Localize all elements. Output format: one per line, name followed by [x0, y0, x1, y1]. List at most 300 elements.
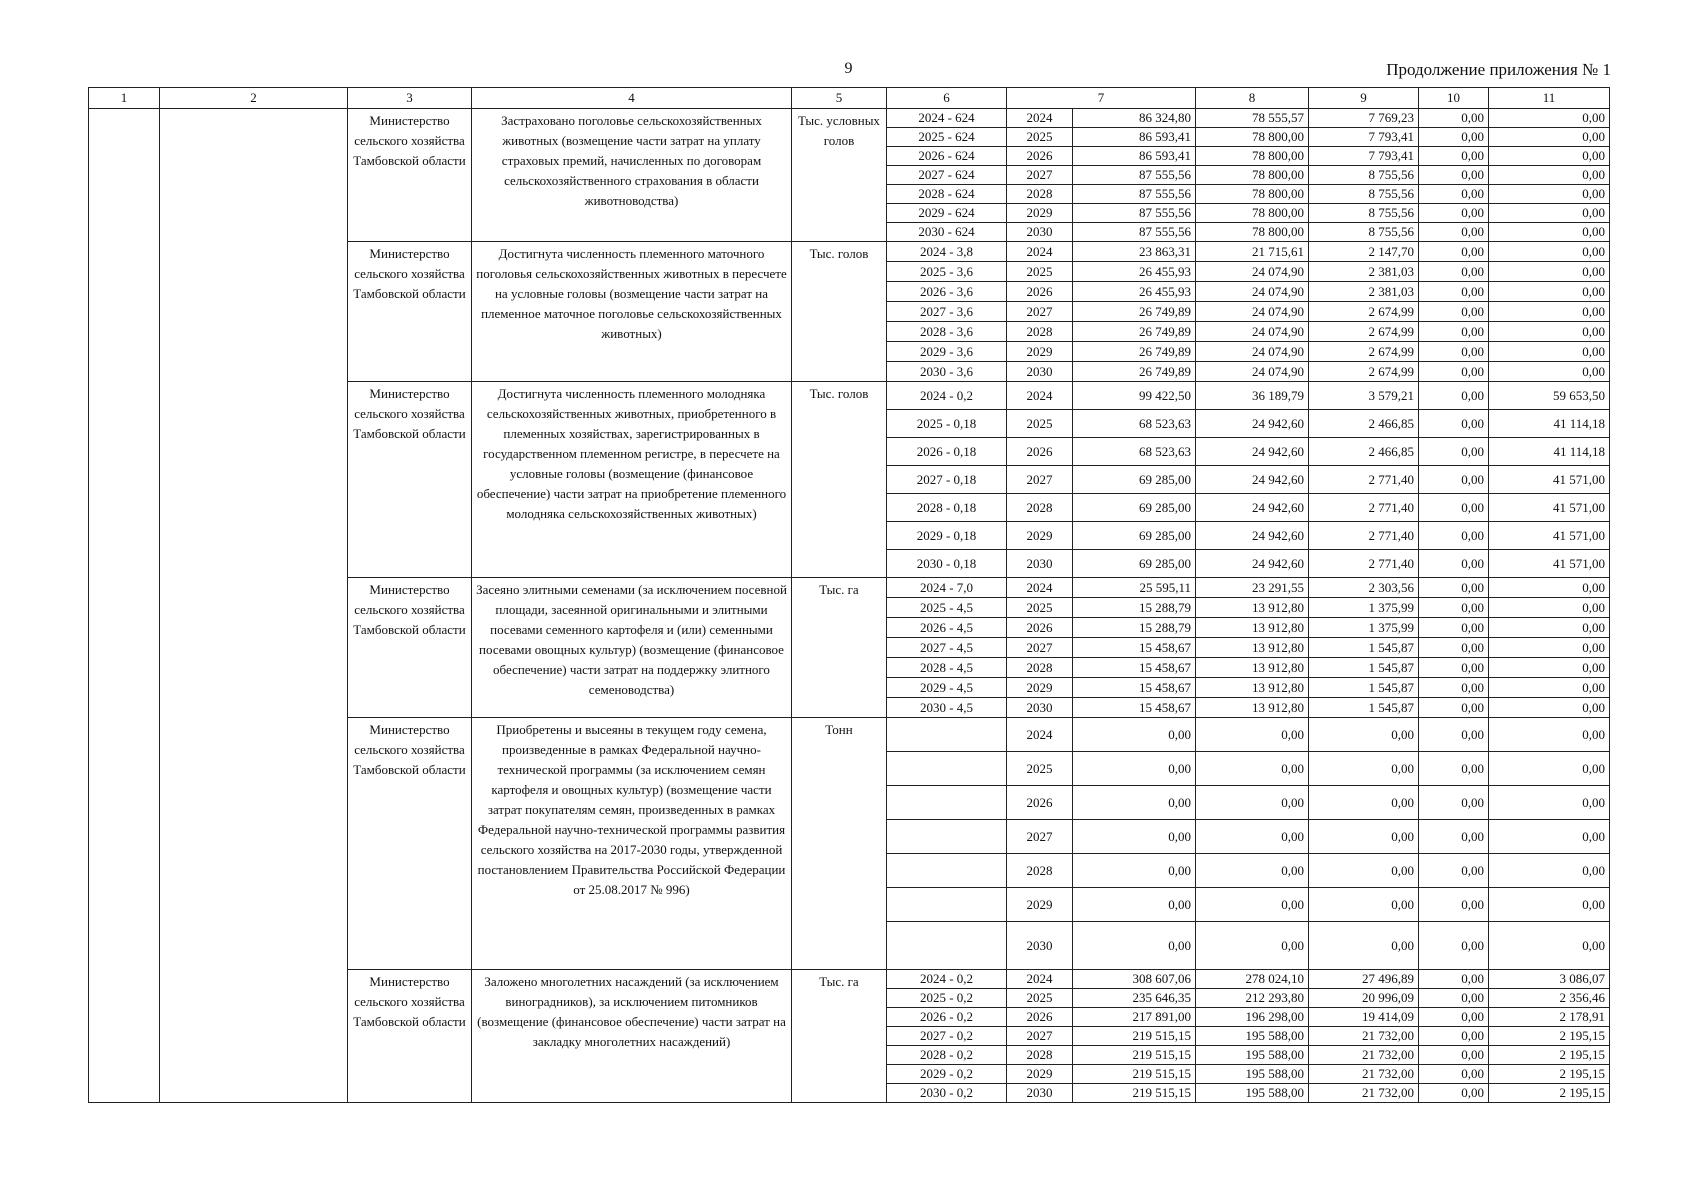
ministry-cell: Министерство сельского хозяйства Тамбовской области — [348, 578, 472, 718]
year-cell: 2026 — [1007, 147, 1073, 166]
local-budget-cell: 0,00 — [1419, 362, 1489, 382]
other-sources-cell: 41 571,00 — [1489, 466, 1610, 494]
year-cell: 2030 — [1007, 698, 1073, 718]
year-cell: 2030 — [1007, 922, 1073, 970]
federal-budget-cell: 24 942,60 — [1196, 550, 1309, 578]
target-cell: 2029 - 3,6 — [887, 342, 1007, 362]
year-cell: 2030 — [1007, 1084, 1073, 1103]
federal-budget-cell: 24 074,90 — [1196, 342, 1309, 362]
total-cell: 26 455,93 — [1073, 282, 1196, 302]
target-cell: 2030 - 4,5 — [887, 698, 1007, 718]
federal-budget-cell: 78 800,00 — [1196, 204, 1309, 223]
total-cell: 86 593,41 — [1073, 128, 1196, 147]
other-sources-cell: 0,00 — [1489, 262, 1610, 282]
regional-budget-cell: 2 771,40 — [1309, 466, 1419, 494]
year-cell: 2024 — [1007, 718, 1073, 752]
regional-budget-cell: 7 793,41 — [1309, 147, 1419, 166]
other-sources-cell: 0,00 — [1489, 166, 1610, 185]
total-cell: 99 422,50 — [1073, 382, 1196, 410]
other-sources-cell: 2 178,91 — [1489, 1008, 1610, 1027]
regional-budget-cell: 2 771,40 — [1309, 550, 1419, 578]
local-budget-cell: 0,00 — [1419, 302, 1489, 322]
other-sources-cell: 0,00 — [1489, 888, 1610, 922]
federal-budget-cell: 0,00 — [1196, 854, 1309, 888]
regional-budget-cell: 1 545,87 — [1309, 638, 1419, 658]
target-cell: 2027 - 0,18 — [887, 466, 1007, 494]
federal-budget-cell: 24 074,90 — [1196, 282, 1309, 302]
other-sources-cell: 0,00 — [1489, 718, 1610, 752]
local-budget-cell: 0,00 — [1419, 466, 1489, 494]
other-sources-cell: 41 571,00 — [1489, 550, 1610, 578]
target-cell — [887, 854, 1007, 888]
federal-budget-cell: 78 800,00 — [1196, 166, 1309, 185]
target-cell: 2028 - 0,18 — [887, 494, 1007, 522]
regional-budget-cell: 1 375,99 — [1309, 598, 1419, 618]
other-sources-cell: 0,00 — [1489, 698, 1610, 718]
target-cell: 2028 - 624 — [887, 185, 1007, 204]
local-budget-cell: 0,00 — [1419, 147, 1489, 166]
other-sources-cell: 0,00 — [1489, 302, 1610, 322]
federal-budget-cell: 24 942,60 — [1196, 410, 1309, 438]
regional-budget-cell: 1 545,87 — [1309, 658, 1419, 678]
total-cell: 0,00 — [1073, 752, 1196, 786]
regional-budget-cell: 8 755,56 — [1309, 223, 1419, 242]
target-cell: 2024 - 624 — [887, 109, 1007, 128]
target-cell: 2026 - 4,5 — [887, 618, 1007, 638]
regional-budget-cell: 0,00 — [1309, 752, 1419, 786]
total-cell: 86 324,80 — [1073, 109, 1196, 128]
other-sources-cell: 0,00 — [1489, 820, 1610, 854]
column-header-11: 11 — [1489, 88, 1610, 109]
unit-cell: Тыс. голов — [792, 242, 887, 382]
total-cell: 26 749,89 — [1073, 322, 1196, 342]
year-cell: 2029 — [1007, 678, 1073, 698]
local-budget-cell: 0,00 — [1419, 638, 1489, 658]
other-sources-cell: 0,00 — [1489, 678, 1610, 698]
year-cell: 2029 — [1007, 342, 1073, 362]
federal-budget-cell: 195 588,00 — [1196, 1027, 1309, 1046]
federal-budget-cell: 78 800,00 — [1196, 128, 1309, 147]
other-sources-cell: 0,00 — [1489, 786, 1610, 820]
other-sources-cell: 0,00 — [1489, 598, 1610, 618]
target-cell: 2025 - 0,18 — [887, 410, 1007, 438]
year-cell: 2024 — [1007, 382, 1073, 410]
other-sources-cell: 41 114,18 — [1489, 438, 1610, 466]
year-cell: 2028 — [1007, 185, 1073, 204]
other-sources-cell: 0,00 — [1489, 618, 1610, 638]
regional-budget-cell: 2 674,99 — [1309, 302, 1419, 322]
federal-budget-cell: 78 555,57 — [1196, 109, 1309, 128]
total-cell: 0,00 — [1073, 820, 1196, 854]
regional-budget-cell: 7 793,41 — [1309, 128, 1419, 147]
local-budget-cell: 0,00 — [1419, 550, 1489, 578]
other-sources-cell: 0,00 — [1489, 638, 1610, 658]
ministry-cell: Министерство сельского хозяйства Тамбовской области — [348, 109, 472, 242]
federal-budget-cell: 23 291,55 — [1196, 578, 1309, 598]
total-cell: 87 555,56 — [1073, 166, 1196, 185]
column-2-empty-cell — [160, 109, 348, 1103]
other-sources-cell: 41 114,18 — [1489, 410, 1610, 438]
target-cell: 2028 - 4,5 — [887, 658, 1007, 678]
target-cell: 2025 - 0,2 — [887, 989, 1007, 1008]
target-cell: 2028 - 3,6 — [887, 322, 1007, 342]
local-budget-cell: 0,00 — [1419, 922, 1489, 970]
year-cell: 2028 — [1007, 854, 1073, 888]
regional-budget-cell: 2 381,03 — [1309, 262, 1419, 282]
local-budget-cell: 0,00 — [1419, 410, 1489, 438]
total-cell: 0,00 — [1073, 718, 1196, 752]
year-cell: 2028 — [1007, 494, 1073, 522]
column-header-3: 3 — [348, 88, 472, 109]
local-budget-cell: 0,00 — [1419, 322, 1489, 342]
other-sources-cell: 2 195,15 — [1489, 1027, 1610, 1046]
total-cell: 219 515,15 — [1073, 1065, 1196, 1084]
local-budget-cell: 0,00 — [1419, 698, 1489, 718]
regional-budget-cell: 0,00 — [1309, 854, 1419, 888]
regional-budget-cell: 1 545,87 — [1309, 698, 1419, 718]
year-cell: 2026 — [1007, 1008, 1073, 1027]
total-cell: 0,00 — [1073, 922, 1196, 970]
column-header-1: 1 — [89, 88, 160, 109]
local-budget-cell: 0,00 — [1419, 820, 1489, 854]
other-sources-cell: 0,00 — [1489, 922, 1610, 970]
other-sources-cell: 41 571,00 — [1489, 522, 1610, 550]
regional-budget-cell: 2 674,99 — [1309, 322, 1419, 342]
year-cell: 2030 — [1007, 223, 1073, 242]
year-cell: 2027 — [1007, 166, 1073, 185]
regional-budget-cell: 1 545,87 — [1309, 678, 1419, 698]
total-cell: 69 285,00 — [1073, 550, 1196, 578]
target-cell: 2024 - 3,8 — [887, 242, 1007, 262]
federal-budget-cell: 0,00 — [1196, 752, 1309, 786]
total-cell: 219 515,15 — [1073, 1027, 1196, 1046]
year-cell: 2029 — [1007, 522, 1073, 550]
year-cell: 2029 — [1007, 1065, 1073, 1084]
year-cell: 2027 — [1007, 638, 1073, 658]
regional-budget-cell: 1 375,99 — [1309, 618, 1419, 638]
continuation-label: Продолжение приложения № 1 — [1386, 60, 1611, 79]
federal-budget-cell: 13 912,80 — [1196, 678, 1309, 698]
regional-budget-cell: 7 769,23 — [1309, 109, 1419, 128]
federal-budget-cell: 0,00 — [1196, 888, 1309, 922]
indicator-cell: Заложено многолетних насаждений (за исключением виноградников), за исключением питомников (возмещение (финансовое обеспечение) части затрат на закладку многолетних насаждений) — [472, 970, 792, 1103]
other-sources-cell: 0,00 — [1489, 242, 1610, 262]
local-budget-cell: 0,00 — [1419, 128, 1489, 147]
federal-budget-cell: 13 912,80 — [1196, 618, 1309, 638]
total-cell: 68 523,63 — [1073, 410, 1196, 438]
other-sources-cell: 0,00 — [1489, 204, 1610, 223]
local-budget-cell: 0,00 — [1419, 382, 1489, 410]
year-cell: 2027 — [1007, 466, 1073, 494]
other-sources-cell: 0,00 — [1489, 282, 1610, 302]
federal-budget-cell: 78 800,00 — [1196, 223, 1309, 242]
regional-budget-cell: 2 674,99 — [1309, 362, 1419, 382]
target-cell: 2030 - 3,6 — [887, 362, 1007, 382]
year-cell: 2025 — [1007, 752, 1073, 786]
total-cell: 87 555,56 — [1073, 223, 1196, 242]
year-cell: 2029 — [1007, 888, 1073, 922]
regional-budget-cell: 2 303,56 — [1309, 578, 1419, 598]
local-budget-cell: 0,00 — [1419, 282, 1489, 302]
other-sources-cell: 0,00 — [1489, 342, 1610, 362]
indicator-cell: Приобретены и высеяны в текущем году семена, произведенные в рамках Федеральной научно-технической программы (за исключением семян картофеля и овощных культур) (возмещение части затрат покупателям семян, произведенных в рамках Федеральной научно-технической программы развития сельского хозяйства на 2017-2030 годы, утвержденной постановлением Правительства Российской Федерации от 25.08.2017 № 996) — [472, 718, 792, 970]
indicator-cell: Достигнута численность племенного маточного поголовья сельскохозяйственных животных в пересчете на условные головы (возмещение части затрат на племенное маточное поголовье сельскохозяйственных животных) — [472, 242, 792, 382]
total-cell: 26 749,89 — [1073, 302, 1196, 322]
local-budget-cell: 0,00 — [1419, 1065, 1489, 1084]
federal-budget-cell: 195 588,00 — [1196, 1046, 1309, 1065]
federal-budget-cell: 24 942,60 — [1196, 466, 1309, 494]
regional-budget-cell: 8 755,56 — [1309, 204, 1419, 223]
year-cell: 2025 — [1007, 128, 1073, 147]
other-sources-cell: 0,00 — [1489, 128, 1610, 147]
unit-cell: Тыс. условных голов — [792, 109, 887, 242]
federal-budget-cell: 212 293,80 — [1196, 989, 1309, 1008]
total-cell: 69 285,00 — [1073, 522, 1196, 550]
target-cell: 2030 - 0,2 — [887, 1084, 1007, 1103]
total-cell: 26 749,89 — [1073, 362, 1196, 382]
total-cell: 219 515,15 — [1073, 1046, 1196, 1065]
local-budget-cell: 0,00 — [1419, 262, 1489, 282]
target-cell: 2027 - 4,5 — [887, 638, 1007, 658]
local-budget-cell: 0,00 — [1419, 242, 1489, 262]
ministry-cell: Министерство сельского хозяйства Тамбовской области — [348, 718, 472, 970]
local-budget-cell: 0,00 — [1419, 342, 1489, 362]
local-budget-cell: 0,00 — [1419, 166, 1489, 185]
local-budget-cell: 0,00 — [1419, 1084, 1489, 1103]
target-cell: 2029 - 4,5 — [887, 678, 1007, 698]
target-cell — [887, 888, 1007, 922]
year-cell: 2027 — [1007, 302, 1073, 322]
year-cell: 2025 — [1007, 410, 1073, 438]
total-cell: 23 863,31 — [1073, 242, 1196, 262]
other-sources-cell: 0,00 — [1489, 223, 1610, 242]
column-header-9: 9 — [1309, 88, 1419, 109]
target-cell: 2027 - 624 — [887, 166, 1007, 185]
total-cell: 15 288,79 — [1073, 598, 1196, 618]
year-cell: 2024 — [1007, 109, 1073, 128]
year-cell: 2030 — [1007, 362, 1073, 382]
other-sources-cell: 0,00 — [1489, 322, 1610, 342]
year-cell: 2026 — [1007, 786, 1073, 820]
regional-budget-cell: 0,00 — [1309, 888, 1419, 922]
other-sources-cell: 0,00 — [1489, 854, 1610, 888]
local-budget-cell: 0,00 — [1419, 888, 1489, 922]
year-cell: 2026 — [1007, 282, 1073, 302]
other-sources-cell: 0,00 — [1489, 752, 1610, 786]
federal-budget-cell: 0,00 — [1196, 820, 1309, 854]
local-budget-cell: 0,00 — [1419, 989, 1489, 1008]
federal-budget-cell: 24 074,90 — [1196, 262, 1309, 282]
federal-budget-cell: 0,00 — [1196, 922, 1309, 970]
target-cell: 2024 - 0,2 — [887, 970, 1007, 989]
target-cell: 2026 - 3,6 — [887, 282, 1007, 302]
local-budget-cell: 0,00 — [1419, 522, 1489, 550]
total-cell: 68 523,63 — [1073, 438, 1196, 466]
total-cell: 217 891,00 — [1073, 1008, 1196, 1027]
indicator-cell: Засеяно элитными семенами (за исключением посевной площади, засеянной оригинальными и элитными посевами семенного картофеля и (или) семенными посевами овощных культур) (возмещение (финансовое обеспечение) части затрат на поддержку элитного семеноводства) — [472, 578, 792, 718]
federal-budget-cell: 24 942,60 — [1196, 438, 1309, 466]
local-budget-cell: 0,00 — [1419, 752, 1489, 786]
local-budget-cell: 0,00 — [1419, 854, 1489, 888]
local-budget-cell: 0,00 — [1419, 204, 1489, 223]
local-budget-cell: 0,00 — [1419, 786, 1489, 820]
unit-cell: Тыс. га — [792, 578, 887, 718]
column-header-7: 7 — [1007, 88, 1196, 109]
other-sources-cell: 0,00 — [1489, 147, 1610, 166]
regional-budget-cell: 2 771,40 — [1309, 522, 1419, 550]
regional-budget-cell: 21 732,00 — [1309, 1027, 1419, 1046]
total-cell: 0,00 — [1073, 888, 1196, 922]
regional-budget-cell: 8 755,56 — [1309, 166, 1419, 185]
column-number-row — [89, 88, 1610, 109]
target-cell: 2025 - 624 — [887, 128, 1007, 147]
regional-budget-cell: 8 755,56 — [1309, 185, 1419, 204]
local-budget-cell: 0,00 — [1419, 1027, 1489, 1046]
federal-budget-cell: 21 715,61 — [1196, 242, 1309, 262]
target-cell: 2030 - 0,18 — [887, 550, 1007, 578]
column-header-4: 4 — [472, 88, 792, 109]
table-row — [89, 109, 1610, 128]
federal-budget-cell: 24 074,90 — [1196, 302, 1309, 322]
target-cell: 2029 - 624 — [887, 204, 1007, 223]
column-1-empty-cell — [89, 109, 160, 1103]
other-sources-cell: 0,00 — [1489, 578, 1610, 598]
local-budget-cell: 0,00 — [1419, 718, 1489, 752]
total-cell: 87 555,56 — [1073, 204, 1196, 223]
total-cell: 308 607,06 — [1073, 970, 1196, 989]
federal-budget-cell: 13 912,80 — [1196, 598, 1309, 618]
year-cell: 2025 — [1007, 989, 1073, 1008]
year-cell: 2027 — [1007, 820, 1073, 854]
target-cell: 2025 - 4,5 — [887, 598, 1007, 618]
total-cell: 235 646,35 — [1073, 989, 1196, 1008]
local-budget-cell: 0,00 — [1419, 1046, 1489, 1065]
year-cell: 2026 — [1007, 438, 1073, 466]
other-sources-cell: 2 195,15 — [1489, 1084, 1610, 1103]
regional-budget-cell: 20 996,09 — [1309, 989, 1419, 1008]
local-budget-cell: 0,00 — [1419, 185, 1489, 204]
federal-budget-cell: 13 912,80 — [1196, 698, 1309, 718]
total-cell: 15 458,67 — [1073, 638, 1196, 658]
page-number: 9 — [844, 60, 853, 77]
year-cell: 2030 — [1007, 550, 1073, 578]
local-budget-cell: 0,00 — [1419, 578, 1489, 598]
target-cell — [887, 922, 1007, 970]
total-cell: 86 593,41 — [1073, 147, 1196, 166]
federal-budget-cell: 195 588,00 — [1196, 1065, 1309, 1084]
federal-budget-cell: 24 942,60 — [1196, 522, 1309, 550]
target-cell: 2029 - 0,18 — [887, 522, 1007, 550]
federal-budget-cell: 0,00 — [1196, 718, 1309, 752]
regional-budget-cell: 19 414,09 — [1309, 1008, 1419, 1027]
total-cell: 25 595,11 — [1073, 578, 1196, 598]
local-budget-cell: 0,00 — [1419, 598, 1489, 618]
ministry-cell: Министерство сельского хозяйства Тамбовской области — [348, 242, 472, 382]
total-cell: 26 455,93 — [1073, 262, 1196, 282]
other-sources-cell: 41 571,00 — [1489, 494, 1610, 522]
year-cell: 2028 — [1007, 322, 1073, 342]
local-budget-cell: 0,00 — [1419, 678, 1489, 698]
target-cell — [887, 752, 1007, 786]
unit-cell: Тыс. га — [792, 970, 887, 1103]
local-budget-cell: 0,00 — [1419, 109, 1489, 128]
regional-budget-cell: 27 496,89 — [1309, 970, 1419, 989]
column-header-10: 10 — [1419, 88, 1489, 109]
target-cell: 2029 - 0,2 — [887, 1065, 1007, 1084]
ministry-cell: Министерство сельского хозяйства Тамбовской области — [348, 970, 472, 1103]
regional-budget-cell: 2 381,03 — [1309, 282, 1419, 302]
federal-budget-cell: 0,00 — [1196, 786, 1309, 820]
regional-budget-cell: 0,00 — [1309, 820, 1419, 854]
total-cell: 0,00 — [1073, 786, 1196, 820]
indicator-cell: Достигнута численность племенного молодняка сельскохозяйственных животных, приобретенного в племенных хозяйствах, зарегистрированных в государственном племенном регистре, в пересчете на условные головы (возмещение (финансовое обеспечение) части затрат на приобретение племенного молодняка сельскохозяйственных животных) — [472, 382, 792, 578]
other-sources-cell: 0,00 — [1489, 185, 1610, 204]
federal-budget-cell: 78 800,00 — [1196, 147, 1309, 166]
regional-budget-cell: 2 771,40 — [1309, 494, 1419, 522]
year-cell: 2025 — [1007, 598, 1073, 618]
federal-budget-cell: 195 588,00 — [1196, 1084, 1309, 1103]
regional-budget-cell: 0,00 — [1309, 922, 1419, 970]
local-budget-cell: 0,00 — [1419, 494, 1489, 522]
year-cell: 2025 — [1007, 262, 1073, 282]
federal-budget-cell: 24 074,90 — [1196, 322, 1309, 342]
regional-budget-cell: 0,00 — [1309, 786, 1419, 820]
federal-budget-cell: 196 298,00 — [1196, 1008, 1309, 1027]
federal-budget-cell: 24 942,60 — [1196, 494, 1309, 522]
federal-budget-cell: 24 074,90 — [1196, 362, 1309, 382]
total-cell: 15 458,67 — [1073, 658, 1196, 678]
regional-budget-cell: 3 579,21 — [1309, 382, 1419, 410]
other-sources-cell: 0,00 — [1489, 362, 1610, 382]
regional-budget-cell: 21 732,00 — [1309, 1084, 1419, 1103]
regional-budget-cell: 0,00 — [1309, 718, 1419, 752]
federal-budget-cell: 13 912,80 — [1196, 658, 1309, 678]
federal-budget-cell: 278 024,10 — [1196, 970, 1309, 989]
year-cell: 2024 — [1007, 578, 1073, 598]
total-cell: 15 458,67 — [1073, 678, 1196, 698]
target-cell — [887, 820, 1007, 854]
target-cell: 2025 - 3,6 — [887, 262, 1007, 282]
column-header-5: 5 — [792, 88, 887, 109]
total-cell: 69 285,00 — [1073, 494, 1196, 522]
other-sources-cell: 0,00 — [1489, 109, 1610, 128]
regional-budget-cell: 2 466,85 — [1309, 438, 1419, 466]
target-cell: 2024 - 7,0 — [887, 578, 1007, 598]
column-header-8: 8 — [1196, 88, 1309, 109]
target-cell: 2024 - 0,2 — [887, 382, 1007, 410]
federal-budget-cell: 78 800,00 — [1196, 185, 1309, 204]
regional-budget-cell: 2 147,70 — [1309, 242, 1419, 262]
local-budget-cell: 0,00 — [1419, 438, 1489, 466]
target-cell: 2028 - 0,2 — [887, 1046, 1007, 1065]
year-cell: 2024 — [1007, 242, 1073, 262]
target-cell — [887, 718, 1007, 752]
local-budget-cell: 0,00 — [1419, 618, 1489, 638]
year-cell: 2027 — [1007, 1027, 1073, 1046]
ministry-cell: Министерство сельского хозяйства Тамбовской области — [348, 382, 472, 578]
year-cell: 2026 — [1007, 618, 1073, 638]
regional-budget-cell: 2 674,99 — [1309, 342, 1419, 362]
total-cell: 0,00 — [1073, 854, 1196, 888]
local-budget-cell: 0,00 — [1419, 970, 1489, 989]
federal-budget-cell: 36 189,79 — [1196, 382, 1309, 410]
total-cell: 87 555,56 — [1073, 185, 1196, 204]
federal-budget-cell: 13 912,80 — [1196, 638, 1309, 658]
target-cell: 2026 - 0,2 — [887, 1008, 1007, 1027]
local-budget-cell: 0,00 — [1419, 658, 1489, 678]
target-cell: 2027 - 3,6 — [887, 302, 1007, 322]
local-budget-cell: 0,00 — [1419, 1008, 1489, 1027]
